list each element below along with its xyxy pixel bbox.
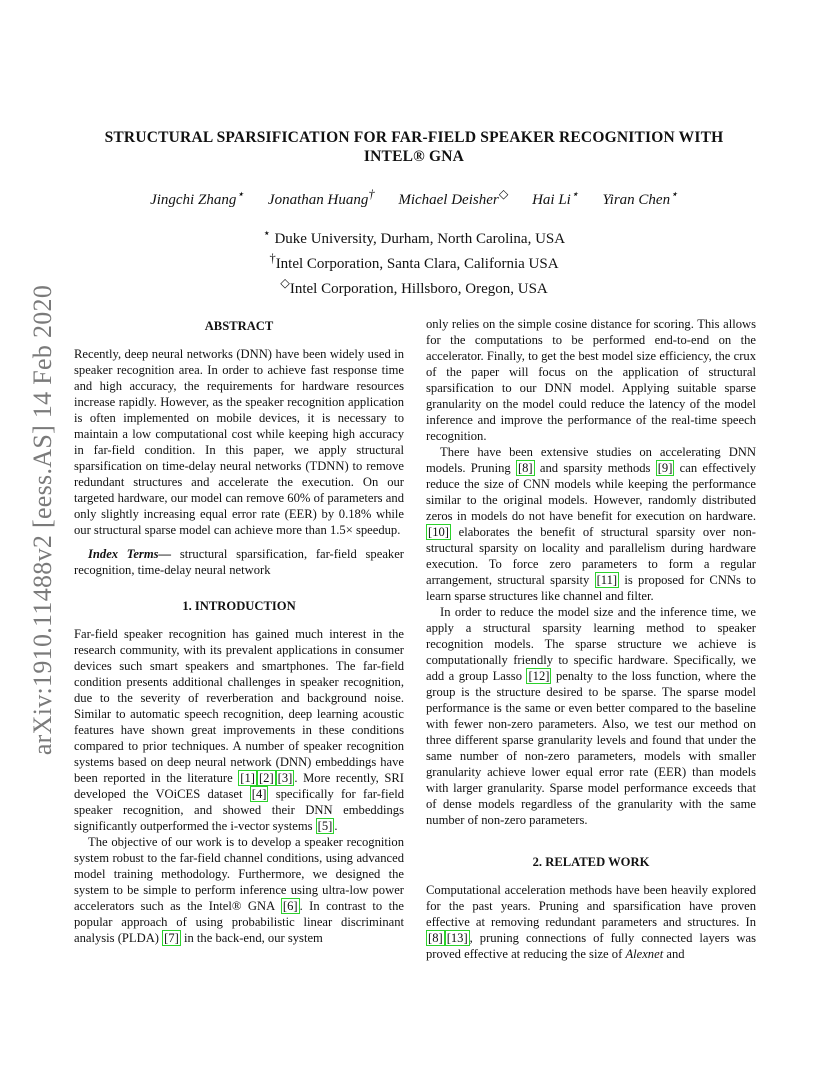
index-terms: Index Terms— structural sparsification, far-field speaker recognition, time-delay neural network [74,547,404,577]
citation-link[interactable]: [8] [517,461,533,475]
right-column [426,316,756,962]
introduction-heading: 1. INTRODUCTION [182,599,296,613]
abstract-heading: ABSTRACT [204,319,274,333]
related-paragraph-1: Computational acceleration methods have been heavily explored for the past years. Pruning and sparsification have proven effective at removing redundant parameters and structures. In [8] [13] , pruning connections of fully connected layers was proved effective at reducing the size of Alexnet and [426,883,756,961]
citation-link[interactable]: [5] [317,819,333,833]
arxiv-id: arXiv:1910.11488v2 [eess.AS] 14 Feb 2020 [28,284,58,756]
author: Hai Li⋆ [532,187,579,208]
author: Jonathan Huang† [267,187,375,208]
affiliation-list [60,224,768,299]
intro-paragraph-2-continued: only relies on the simple cosine distance for scoring. This allows for the computations to be performed end-to-end on the accelerator. Finally, to get the best model size efficiency, the crux of the paper will focus on the application of structural sparsification to our DNN model. Applying suitable sparse granularity on the model could reduce the latency of the model inference and improve the performance of the real-time speech recognition. [426,317,756,443]
left-column [74,316,404,946]
author-list [60,186,768,209]
citation-link[interactable]: [7] [164,931,179,945]
arxiv-sidebar-stamp [26,280,60,760]
title-line-2: INTEL® GNA [363,148,465,165]
author: Jingchi Zhang⋆ [150,187,245,208]
citation-link[interactable]: [11] [596,573,618,587]
intro-paragraph-2: The objective of our work is to develop a speaker recognition system robust to the far-field channel conditions, using advanced model training methodology. Furthermore, we designed the system to be simple to perform inference using ultra-low power accelerators such as the Intel® GNA [6] . In contrast to the popular approach of using probabilistic linear discriminant analysis (PLDA) [7] in the back-end, our system [74,835,404,945]
citation-link[interactable]: [2] [258,771,274,785]
citation-link[interactable]: [1] [240,771,255,785]
affiliation: †Intel Corporation, Santa Clara, California USA [269,251,559,272]
intro-paragraph-3: There have been extensive studies on accelerating DNN models. Pruning [8] and sparsity methods [9] can effectively reduce the size of CNN models while keeping the performance similar to the original models. However, randomly distributed zeros in models do not have benefit for execution on hardware. [10] elaborates the benefit of structural sparsity over non-structural sparsity on locality and parallelism during hardware execution. To force zero parameters to form a regular arrangement, structural sparsity [11] is proposed for CNNs to learn sparse structures like channel and filter. [426,445,756,603]
citation-link[interactable]: [12] [528,669,550,683]
alexnet-term: Alexnet [625,947,664,961]
citation-link[interactable]: [3] [277,771,293,785]
author: Yiran Chen⋆ [602,187,678,208]
author: Michael Deisher◇ [398,187,509,208]
related-work-heading: 2. RELATED WORK [532,855,650,869]
citation-link[interactable]: [8] [428,931,443,945]
citation-link[interactable]: [4] [251,787,267,801]
intro-paragraph-1: Far-field speaker recognition has gained much interest in the research community, with its prevalent applications in consumer devices such smart speakers and smartphones. The far-field condition presents additional challenges in speaker recognition, due to the severity of reverberation and background noise. Similar to automatic speech recognition, deep learning acoustic features have shown great improvements in these conditions compared to prior techniques. A number of speaker recognition systems based on deep neural network (DNN) embeddings have been reported in the literature [1] [2] [3] . More recently, SRI developed the VOiCES dataset [4] specifically for far-field speaker recognition, and showed their DNN embeddings significantly outperformed the i-vector systems [5] . [74,627,404,833]
affiliation: ⋆ Duke University, Durham, North Carolina, USA [262,226,566,247]
citation-link[interactable]: [9] [657,461,673,475]
intro-paragraph-4: In order to reduce the model size and the inference time, we apply a structural sparsity learning method to speaker recognition models. The sparse structure we achieve is computationally friendly to specific hardware. Specifically, we add a group Lasso [12] penalty to the loss function, where the group is the structure desired to be sparse. The sparse model performance is the same or even better compared to the baseline with fewer non-zero parameters. Also, we test our method on three different sparse granularity levels and found that under the same number of non-zero parameters, models with smaller granularity achieve lower equal error rate (EER) than models with larger granularity. Sparse model performance exceeds that of dense models regardless of the granularity with the same number of non-zero parameters. [426,605,756,827]
citation-link[interactable]: [10] [428,525,449,539]
affiliation: ◇Intel Corporation, Hillsboro, Oregon, USA [280,276,548,297]
abstract-text: Recently, deep neural networks (DNN) have been widely used in speaker recognition area. In order to achieve fast response time and high accuracy, the requirements for hardware resources increase rapidly. However, as the speaker recognition application is often implemented on mobile devices, it is necessary to maintain a low computational cost while keeping high accuracy in far-field condition. In this paper, we apply structural sparsification on time-delay neural networks (TDNN) to remove redundant structures and accelerate the execution. On our targeted hardware, our model can remove 60% of parameters and only slightly increasing equal error rate (EER) by 0.18% while our structural sparse model can achieve more than 1.5× speedup. [74,347,404,537]
citation-link[interactable]: [6] [282,899,298,913]
index-terms-label: Index Terms— [88,547,172,561]
title-line-1: STRUCTURAL SPARSIFICATION FOR FAR-FIELD SPEAKER RECOGNITION WITH [104,129,724,146]
citation-link[interactable]: [13] [446,931,468,945]
paper-title [60,128,768,166]
